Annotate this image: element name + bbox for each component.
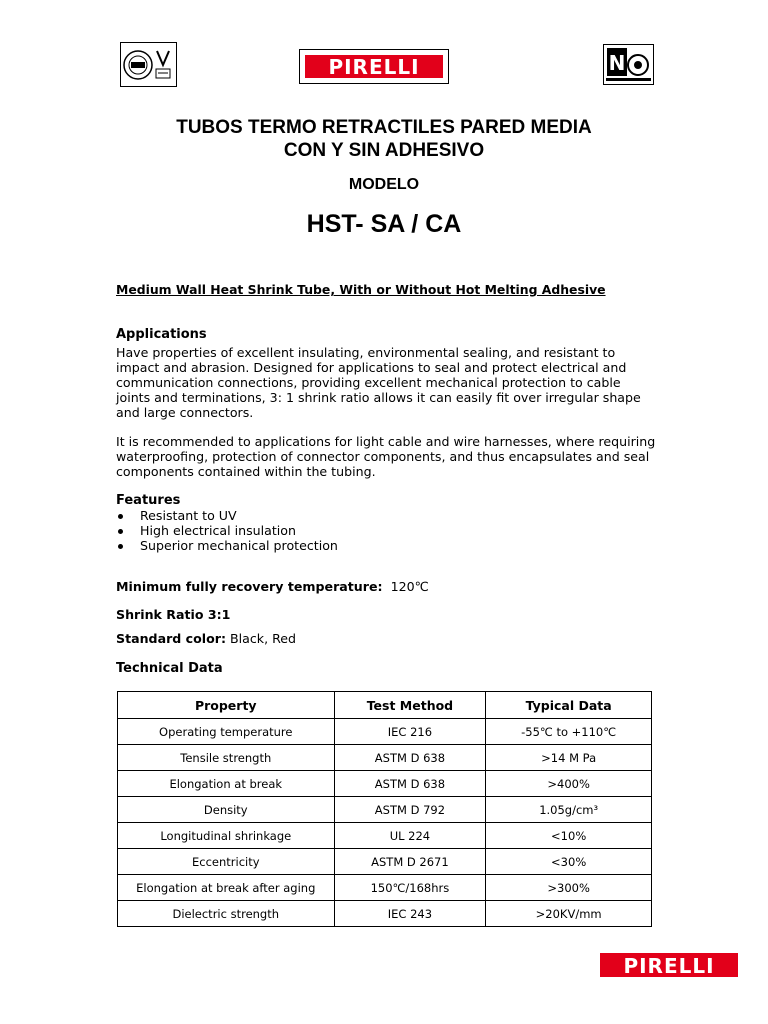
table-cell: 1.05g/cm³ [486,797,652,823]
table-row [118,875,652,901]
table-cell: >14 M Pa [486,745,652,771]
model-label: MODELO [348,176,420,193]
table-cell: 150℃/168hrs [334,875,486,901]
table-row [118,745,652,771]
document-title-line1: TUBOS TERMO RETRACTILES PARED MEDIA [176,117,592,138]
table-cell: Tensile strength [118,745,335,771]
pirelli-logo [299,49,449,84]
table-row [118,849,652,875]
table-cell: IEC 216 [334,719,486,745]
table-cell: >20KV/mm [486,901,652,927]
table-cell: Longitudinal shrinkage [118,823,335,849]
bullet-icon [118,544,123,549]
inmetro-certification-logo [603,44,654,85]
applications-heading: Applications [116,327,207,342]
document-subtitle: Medium Wall Heat Shrink Tube, With or Without Hot Melting Adhesive [116,282,606,297]
table-cell: <30% [486,849,652,875]
pirelli-footer-logo [600,951,738,979]
svg-text:PIRELLI: PIRELLI [328,55,420,79]
list-item [116,523,656,538]
table-row [118,901,652,927]
table-cell: <10% [486,823,652,849]
column-header-typical-data: Typical Data [486,692,652,719]
table-cell: Elongation at break after aging [118,875,335,901]
table-cell: UL 224 [334,823,486,849]
technical-data-heading: Technical Data [116,661,223,676]
table-row [118,719,652,745]
table-cell: Elongation at break [118,771,335,797]
table-row [118,771,652,797]
table-cell: Dielectric strength [118,901,335,927]
table-cell: >300% [486,875,652,901]
standard-color [116,631,656,646]
table-cell: ASTM D 2671 [334,849,486,875]
standard-color-label: Standard color: [116,631,227,646]
table-row [118,823,652,849]
table-cell: Operating temperature [118,719,335,745]
table-cell: Eccentricity [118,849,335,875]
svg-text:PIRELLI: PIRELLI [623,954,715,978]
feature-text: Resistant to UV [140,508,237,523]
table-cell: Density [118,797,335,823]
min-recovery-value: 120℃ [390,579,429,594]
column-header-property: Property [118,692,335,719]
iso-certification-logo [120,42,177,87]
applications-paragraph-1: Have properties of excellent insulating, environmental sealing, and resistant to impact and abrasion. Designed for applications to seal and protect electrical and communication connections, providing excellent mechanical protection to cable joints and terminations, 3: 1 shrink ratio allows it can easily fit over irregular shape and large connectors. [116,345,641,420]
features-list [116,508,656,553]
applications-paragraph-2: It is recommended to applications for light cable and wire harnesses, where requiring waterproofing, protection of connector components, and thus encapsulates and seal components contained within the tubing. [116,434,656,479]
table-cell: >400% [486,771,652,797]
technical-data-table [117,691,652,927]
features-heading: Features [116,493,181,508]
list-item [116,538,656,553]
shrink-ratio: Shrink Ratio 3:1 [116,607,231,622]
table-header-row [118,692,652,719]
table-row [118,797,652,823]
list-item [116,508,656,523]
table-cell: ASTM D 638 [334,745,486,771]
svg-text:N: N [608,51,626,75]
table-cell: ASTM D 638 [334,771,486,797]
document-title-line2: CON Y SIN ADHESIVO [283,140,485,161]
min-recovery-label: Minimum fully recovery temperature: [116,579,383,594]
bullet-icon [118,529,123,534]
column-header-test-method: Test Method [334,692,486,719]
feature-text: High electrical insulation [140,523,296,538]
table-cell: IEC 243 [334,901,486,927]
min-recovery-temperature [116,579,656,594]
table-cell: -55℃ to +110℃ [486,719,652,745]
bullet-icon [118,514,123,519]
table-cell: ASTM D 792 [334,797,486,823]
standard-color-value: Black, Red [230,631,297,646]
model-name: HST- SA / CA [306,210,462,238]
feature-text: Superior mechanical protection [140,538,338,553]
